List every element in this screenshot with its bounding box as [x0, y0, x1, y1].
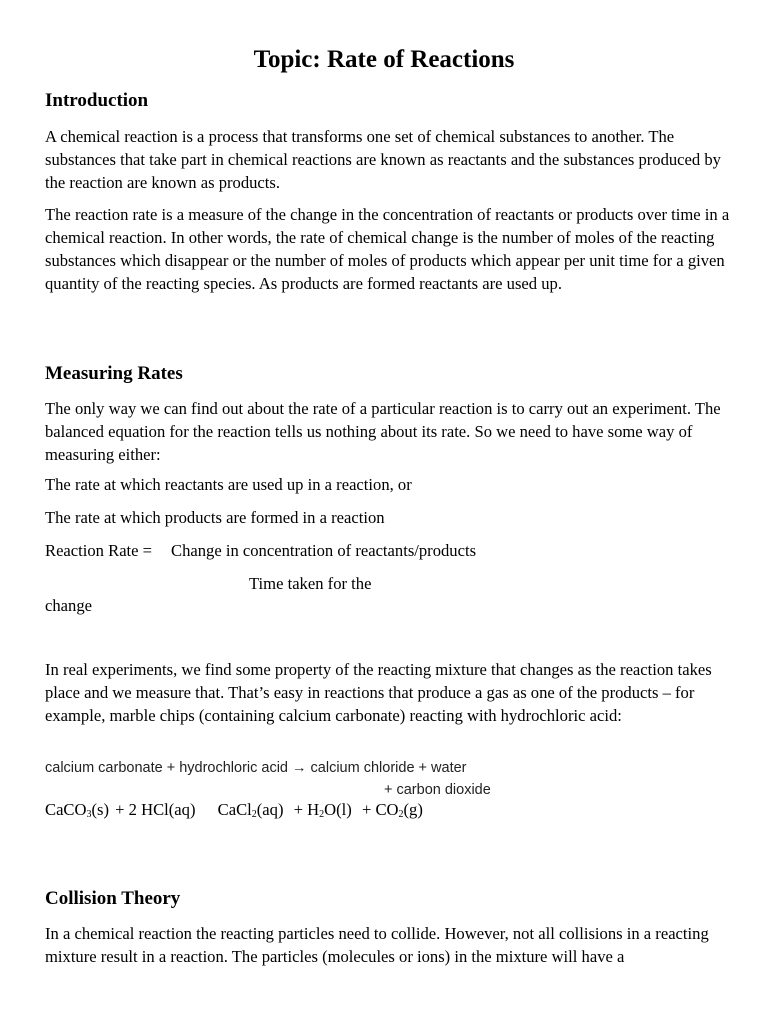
intro-paragraph-2: The reaction rate is a measure of the change in the concentration of reactants or products over time in a chemical reaction. In other words, the rate of chemical change is the number of moles of the reacting substances which disappear or the number of moles of products which appear per unit time for a given quantity of the reacting species. As products are formed reactants are used up. — [45, 205, 730, 293]
formula-numerator: Change in concentration of reactants/products — [171, 541, 477, 560]
h2o-formula: + $H_2O(l)$ — [293, 800, 352, 820]
formula-denominator: Time taken for the — [249, 574, 372, 593]
measuring-paragraph-2: In real experiments, we find some property of the reacting mixture that changes as the reaction takes place and we measure that. That’s easy in reactions that produce a gas as one of the products – for example, marble chips (containing calcium carbonate) reacting with hydrochloric acid: — [45, 660, 712, 725]
heading-collision-theory: Collision Theory — [45, 888, 181, 909]
co2-formula: + $CO_2(g)$ — [361, 800, 423, 820]
heading-measuring-rates: Measuring Rates — [45, 363, 183, 384]
word-equation-continued: + carbon dioxide — [384, 782, 491, 798]
measuring-paragraph-1: The only way we can find out about the rate of a particular reaction is to carry out an experiment. The balanced equation for the reaction tells us nothing about its rate. So we need to have some way of measuring either: — [45, 399, 721, 464]
heading-introduction: Introduction — [45, 90, 149, 111]
formula-denominator-continued: change — [45, 596, 92, 615]
formula-label: Reaction Rate = — [45, 541, 153, 560]
intro-paragraph-1: A chemical reaction is a process that transforms one set of chemical substances to another. The substances that take part in chemical reactions are known as reactants and the substances produced by the reaction are known as products. — [45, 127, 721, 192]
chemical-equation — [45, 800, 423, 820]
rate-products-line: The rate at which products are formed in a reaction — [45, 508, 385, 527]
rate-reactants-line: The rate at which reactants are used up in a reaction, or — [45, 475, 412, 494]
word-equation: calcium carbonate + hydrochloric acid → calcium chloride + water — [45, 760, 467, 776]
page-title: Topic: Rate of Reactions — [253, 46, 515, 73]
hcl-formula: + 2 HCl(aq) — [115, 800, 196, 819]
cacl2-formula: CaCl$_2$(aq) — [217, 800, 284, 820]
caco3-formula: CaCO$_3$(s) — [45, 800, 109, 820]
collision-paragraph-1: In a chemical reaction the reacting particles need to collide. However, not all collisions in a reacting mixture result in a reaction. The particles (molecules or ions) in the mixture will have a — [45, 924, 709, 966]
